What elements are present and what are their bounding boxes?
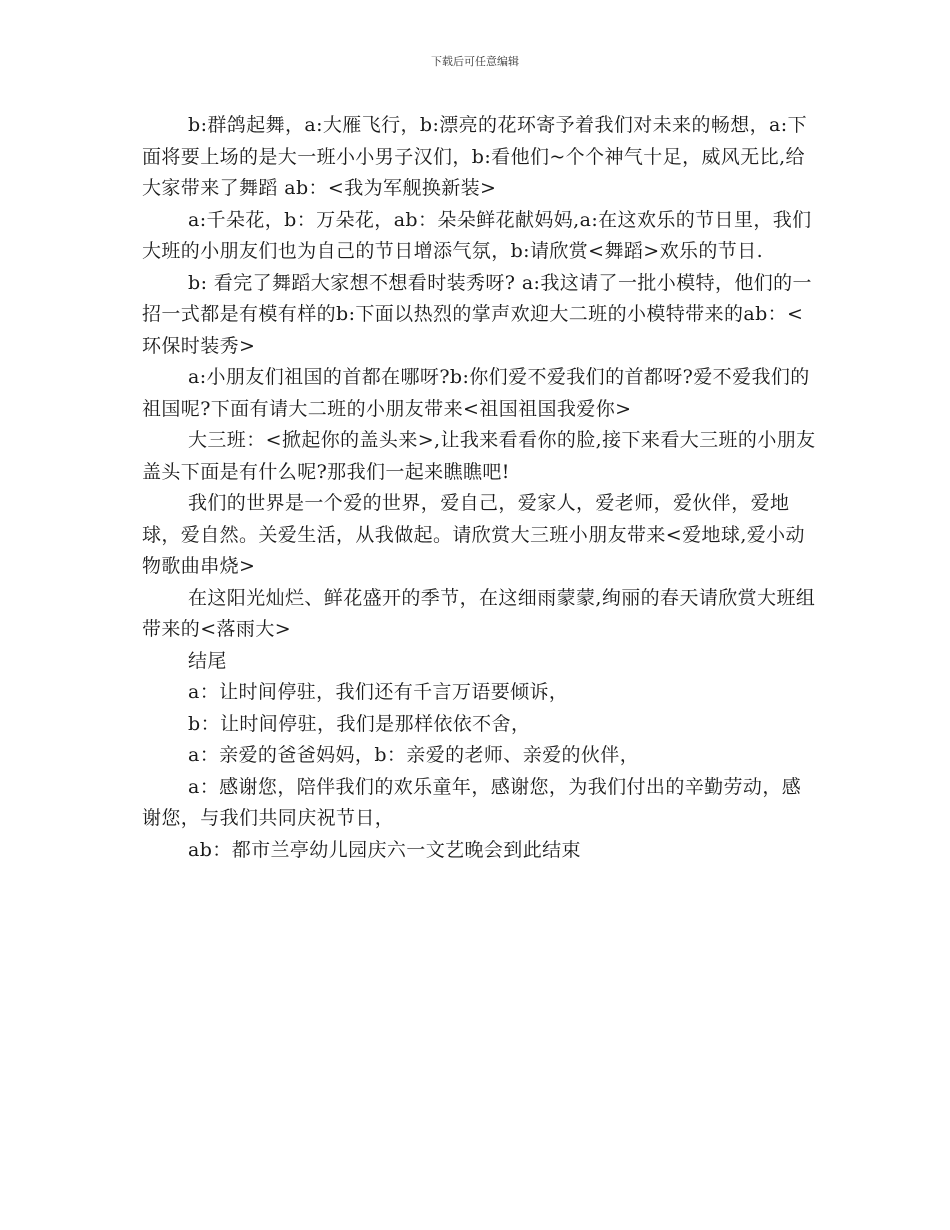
paragraph: 在这阳光灿烂、鲜花盛开的季节，在这细雨蒙蒙,绚丽的春天请欣赏大班组带来的<落雨大> bbox=[142, 586, 816, 640]
paragraph: b: 看完了舞蹈大家想不想看时装秀呀? a:我这请了一批小模特，他们的一招一式都是有模有样的b:下面以热烈的掌声欢迎大二班的小模特带来的ab：<环保时装秀> bbox=[142, 271, 812, 357]
section-heading-ending: 结尾 bbox=[188, 649, 227, 672]
paragraph: 大三班：<掀起你的盖头来>,让我来看看你的脸,接下来看大三班的小朋友盖头下面是有什么呢?那我们一起来瞧瞧吧! bbox=[142, 429, 816, 483]
paragraph: a:千朵花，b：万朵花，ab：朵朵鲜花献妈妈,a:在这欢乐的节日里，我们大班的小朋友们也为自己的节日增添气氛，b:请欣赏<舞蹈>欢乐的节日. bbox=[142, 208, 812, 262]
paragraph: b:群鸽起舞，a:大雁飞行，b:漂亮的花环寄予着我们对未来的畅想，a:下面将要上场的是大一班小小男子汉们，b:看他们~个个神气十足，威风无比,给大家带来了舞蹈 ab：<我为军舰换新装> bbox=[142, 114, 807, 199]
paragraph: ab：都市兰亭幼儿园庆六一文艺晚会到此结束 bbox=[188, 838, 581, 861]
page-header: 下载后可任意编辑 bbox=[431, 55, 519, 68]
paragraph: a：亲爱的爸爸妈妈，b：亲爱的老师、亲爱的伙伴， bbox=[188, 744, 640, 766]
paragraph: a:小朋友们祖国的首都在哪呀?b:你们爱不爱我们的首都呀?爱不爱我们的祖国呢?下面有请大二班的小朋友带来<祖国祖国我爱你> bbox=[142, 366, 810, 420]
paragraph: 我们的世界是一个爱的世界，爱自己，爱家人，爱老师，爱伙伴，爱地球，爱自然。关爱生活，从我做起。请欣赏大三班小朋友带来<爱地球,爱小动物歌曲串烧> bbox=[142, 492, 805, 577]
document-body bbox=[142, 110, 818, 866]
paragraph: a：让时间停驻，我们还有千言万语要倾诉， bbox=[188, 681, 569, 703]
paragraph: b：让时间停驻，我们是那样依依不舍， bbox=[188, 712, 531, 735]
paragraph: a：感谢您，陪伴我们的欢乐童年，感谢您，为我们付出的辛勤劳动，感谢您，与我们共同庆祝节日， bbox=[142, 775, 802, 829]
